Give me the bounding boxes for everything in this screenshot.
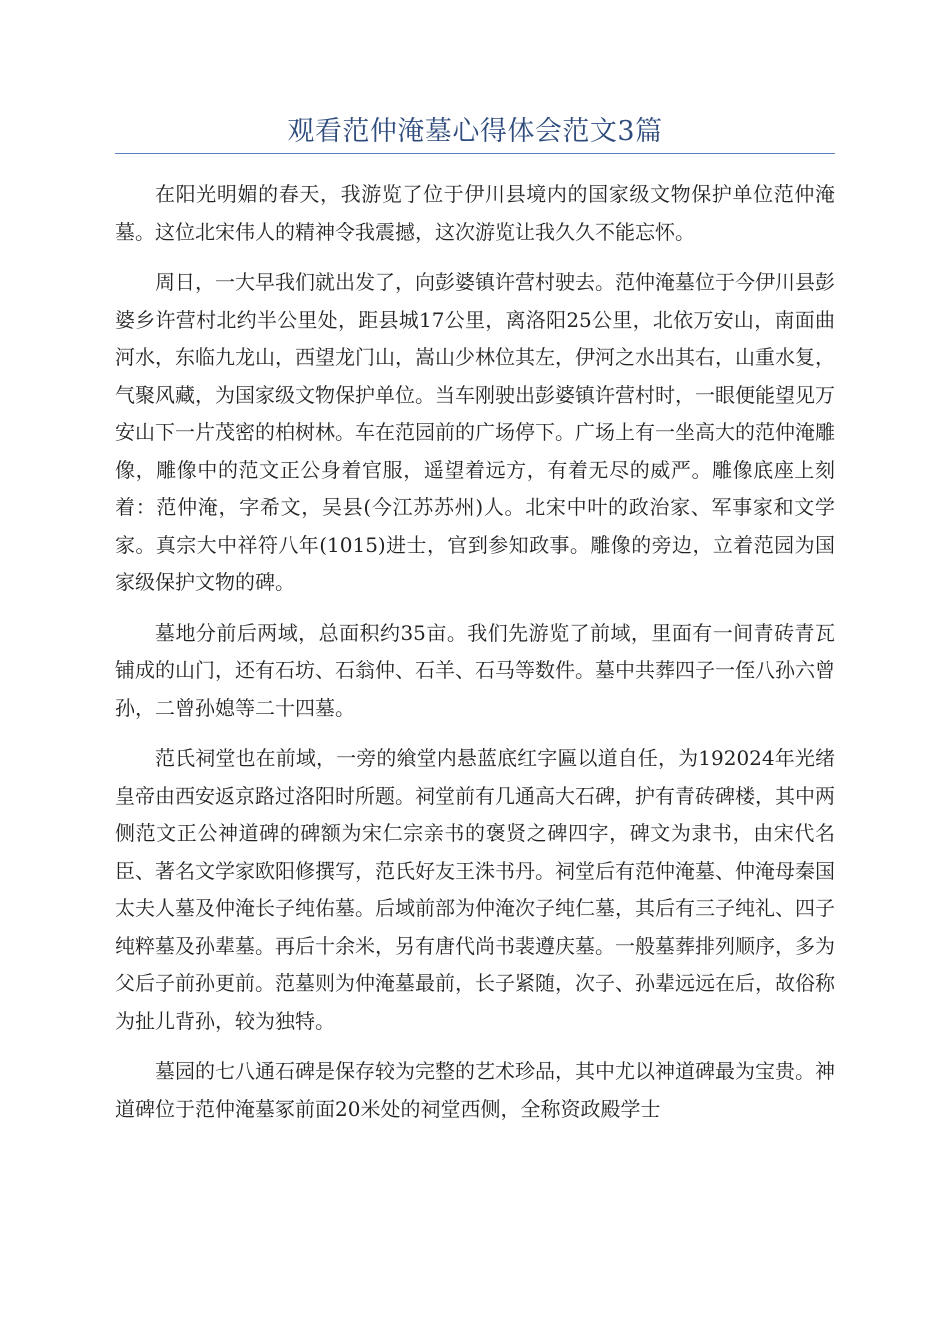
- paragraph-4: 范氏祠堂也在前域，一旁的飨堂内悬蓝底红字匾以道自任，为192024年光绪皇帝由西安返京路过洛阳时所题。祠堂前有几通高大石碑，护有青砖碑楼，其中两侧范文正公神道碑的碑额为宋仁宗亲书的褒贤之碑四字，碑文为隶书，由宋代名臣、著名文学家欧阳修撰写，范氏好友王洙书丹。祠堂后有范仲淹墓、仲淹母秦国太夫人墓及仲淹长子纯佑墓。后域前部为仲淹次子纯仁墓，其后有三子纯礼、四子纯粹墓及孙辈墓。再后十余米，另有唐代尚书裴遵庆墓。一般墓葬排列顺序，多为父后子前孙更前。范墓则为仲淹墓最前，长子紧随，次子、孙辈远远在后，故俗称为扯儿背孙，较为独特。: [115, 746, 835, 1033]
- paragraph-1: 在阳光明媚的春天，我游览了位于伊川县境内的国家级文物保护单位范仲淹墓。这位北宋伟人的精神令我震撼，这次游览让我久久不能忘怀。: [115, 182, 835, 244]
- paragraph-2: 周日，一大早我们就出发了，向彭婆镇许营村驶去。范仲淹墓位于今伊川县彭婆乡许营村北约半公里处，距县城17公里，离洛阳25公里，北依万安山，南面曲河水，东临九龙山，西望龙门山，嵩山少林位其左，伊河之水出其右，山重水复，气聚风藏，为国家级文物保护单位。当车刚驶出彭婆镇许营村时，一眼便能望见万安山下一片茂密的柏树林。车在范园前的广场停下。广场上有一坐高大的范仲淹雕像，雕像中的范文正公身着官服，遥望着远方，有着无尽的威严。雕像底座上刻着：范仲淹，字希文，吴县(今江苏苏州)人。北宋中叶的政治家、军事家和文学家。真宗大中祥符八年(1015)进士，官到参知政事。雕像的旁边，立着范园为国家级保护文物的碑。: [115, 270, 835, 594]
- paragraph-3: 墓地分前后两域，总面积约35亩。我们先游览了前域，里面有一间青砖青瓦铺成的山门，还有石坊、石翁仲、石羊、石马等数件。墓中共葬四子一侄八孙六曾孙，二曾孙媳等二十四墓。: [115, 620, 835, 720]
- document-body: [115, 176, 835, 1141]
- paragraph-5: 墓园的七八通石碑是保存较为完整的艺术珍品，其中尤以神道碑最为宝贵。神道碑位于范仲淹墓冢前面20米处的祠堂西侧，全称资政殿学士: [115, 1059, 835, 1121]
- document-title: 观看范仲淹墓心得体会范文3篇: [287, 116, 663, 147]
- title-underline: [115, 153, 835, 154]
